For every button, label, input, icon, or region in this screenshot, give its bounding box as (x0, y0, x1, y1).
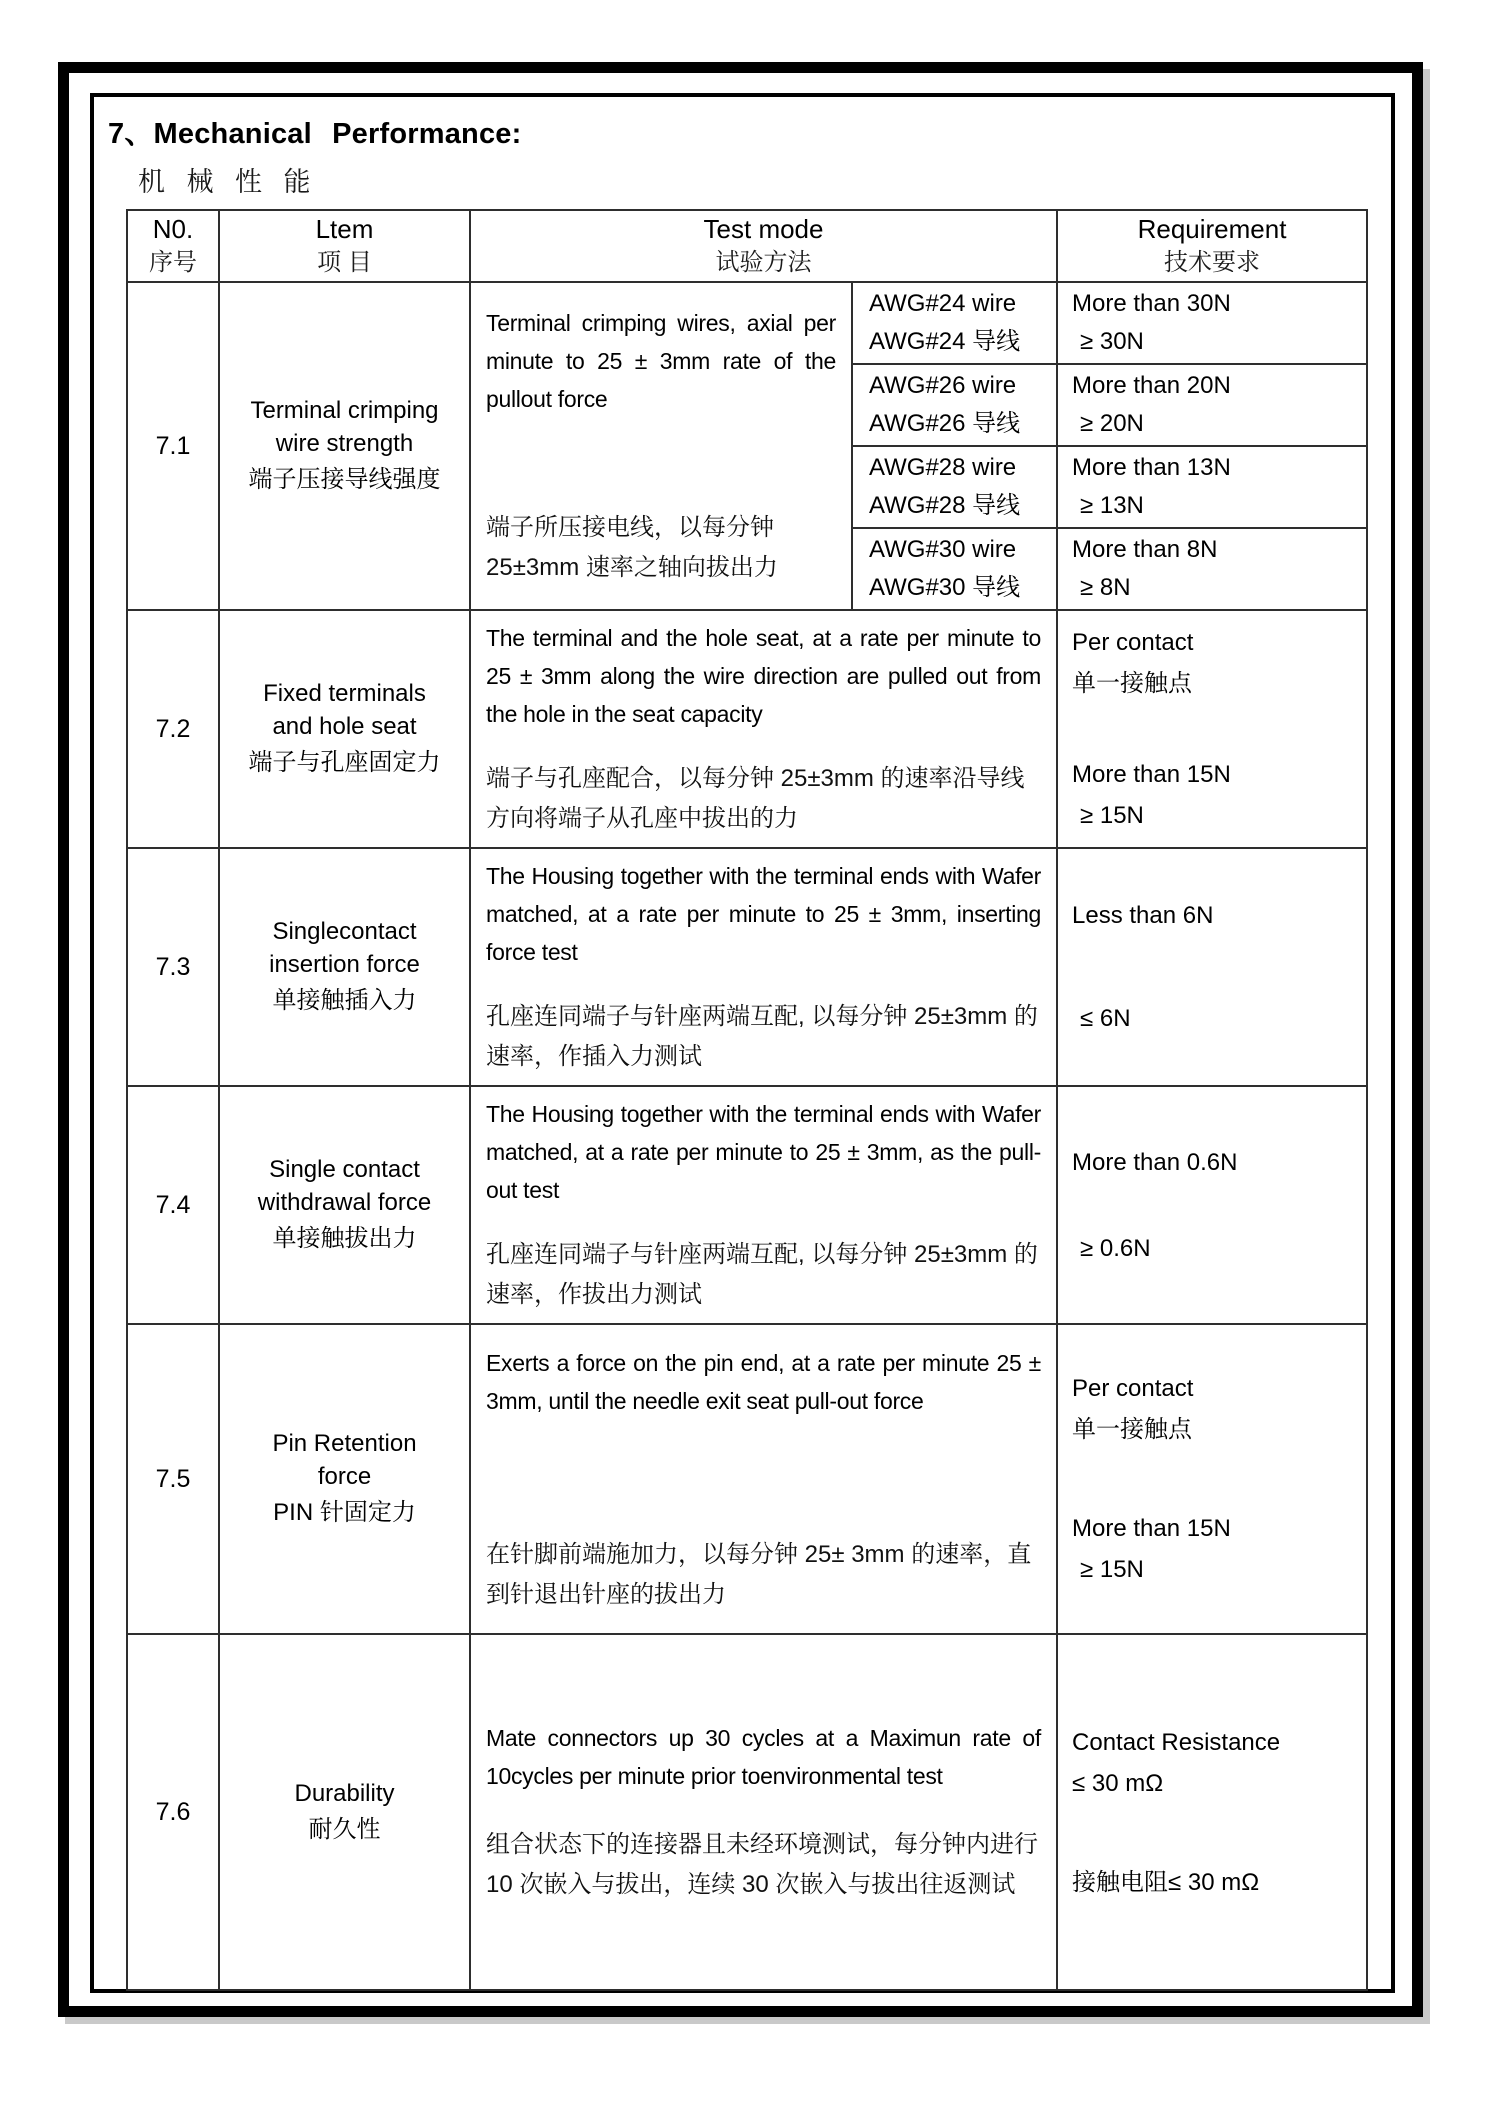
row-7-1-awg30-wire (852, 528, 1057, 610)
row-7-5-req-line4: ≥ 15N (1080, 1556, 1144, 1583)
row-7-1-awg24-wire (852, 282, 1057, 364)
table-row-7-3 (127, 848, 1367, 1086)
header-test-mode (470, 210, 1057, 282)
row-7-1-item (219, 282, 470, 610)
row-7-2-item (219, 610, 470, 848)
mechanical-performance-table (126, 209, 1368, 1991)
header-item-cn: 项 目 (317, 249, 372, 276)
awg26-wire-en: AWG#26 wire (869, 372, 1017, 399)
row-7-6-req-line2: ≤ 30 mΩ (1072, 1769, 1164, 1797)
row-7-2-requirement (1057, 610, 1367, 848)
row-7-6-item-cn: 耐久性 (308, 1815, 381, 1843)
row-7-3-requirement (1057, 848, 1367, 1086)
awg26-req-cn: ≥ 20N (1080, 410, 1144, 437)
row-7-5-req-line2: 单一接触点 (1072, 1416, 1193, 1443)
row-7-2-item-cn: 端子与孔座固定力 (248, 749, 441, 776)
row-7-6-test-cn: 组合状态下的连接器且未经环境测试，每分钟内进行 10 次嵌入与拔出，连续 30 次嵌入与拔出往返测试 (486, 1831, 1038, 1898)
row-7-1-number: 7.1 (127, 282, 219, 610)
awg28-req-en: More than 13N (1072, 454, 1231, 481)
row-7-1-item-cn: 端子压接导线强度 (248, 466, 441, 493)
row-7-5-test-cn: 在针脚前端施加力，以每分钟 25± 3mm 的速率，直到针退出针座的拔出力 (486, 1540, 1032, 1608)
row-7-4-item-en-line2: withdrawal force (257, 1189, 432, 1216)
table-row-7-1 (127, 282, 1367, 364)
row-7-5-test-en: Exerts a force on the pin end, at a rate per minute 25 ± 3mm, until the needle exit seat pull-out force (486, 1349, 1042, 1414)
row-7-1-test-en: Terminal crimping wires, axial per minute to 25 ± 3mm rate of the pullout force (486, 310, 836, 412)
row-7-4-req-line2: ≥ 0.6N (1080, 1234, 1151, 1262)
awg26-req-en: More than 20N (1072, 372, 1231, 399)
row-7-3-req-line1: Less than 6N (1072, 902, 1214, 929)
row-7-6-req-line1: Contact Resistance (1072, 1728, 1281, 1756)
outer-border-frame (58, 62, 1423, 2017)
row-7-5-req-line3: More than 15N (1072, 1515, 1231, 1542)
row-7-3-item-en-line1: Singlecontact (272, 918, 417, 945)
row-7-2-item-en-line2: and hole seat (272, 713, 417, 740)
row-7-1-test-cn: 端子所压接电线，以每分钟 25±3mm 速率之轴向拔出力 (486, 514, 778, 581)
header-requirement-cn: 技术要求 (1164, 249, 1261, 276)
row-7-1-awg30-requirement (1057, 528, 1367, 610)
row-7-2-req-line3: More than 15N (1072, 761, 1231, 788)
awg30-req-en: More than 8N (1072, 536, 1218, 563)
row-7-3-test-cn: 孔座连同端子与针座两端互配, 以每分钟 25±3mm 的速率，作插入力测试 (486, 1003, 1038, 1070)
header-no-en: N0. (152, 214, 194, 244)
row-7-1-awg28-requirement (1057, 446, 1367, 528)
table-header-row (127, 210, 1367, 282)
header-no (127, 210, 219, 282)
awg28-wire-cn: AWG#28 导线 (869, 492, 1021, 519)
table-row-7-4 (127, 1086, 1367, 1324)
row-7-5-requirement (1057, 1324, 1367, 1634)
awg30-wire-cn: AWG#30 导线 (869, 574, 1021, 601)
row-7-6-item (219, 1634, 470, 1990)
row-7-6-req-line3: 接触电阻≤ 30 mΩ (1072, 1868, 1260, 1896)
awg30-wire-en: AWG#30 wire (869, 536, 1017, 563)
table-row-7-5 (127, 1324, 1367, 1634)
row-7-3-req-line2: ≤ 6N (1080, 1005, 1131, 1032)
awg26-wire-cn: AWG#26 导线 (869, 410, 1021, 437)
row-7-6-test-en: Mate connectors up 30 cycles at a Maximun rate of 10cycles per minute prior toenvironmental test (486, 1725, 1042, 1789)
row-7-5-item-cn: PIN 针固定力 (273, 1499, 416, 1526)
row-7-3-item-en-line2: insertion force (269, 951, 420, 978)
row-7-5-item (219, 1324, 470, 1634)
row-7-5-req-line1: Per contact (1072, 1375, 1194, 1402)
row-7-4-item (219, 1086, 470, 1324)
row-7-1-awg26-wire (852, 364, 1057, 446)
row-7-4-test-cn: 孔座连同端子与针座两端互配, 以每分钟 25±3mm 的速率，作拔出力测试 (486, 1241, 1038, 1308)
row-7-2-number: 7.2 (127, 610, 219, 848)
row-7-6-number: 7.6 (127, 1634, 219, 1990)
header-test-mode-cn: 试验方法 (715, 249, 812, 276)
row-7-5-item-en-line1: Pin Retention (272, 1430, 417, 1457)
awg24-wire-en: AWG#24 wire (869, 290, 1017, 317)
row-7-4-req-line1: More than 0.6N (1072, 1148, 1238, 1176)
row-7-4-item-en-line1: Single contact (269, 1156, 420, 1183)
row-7-1-awg24-requirement (1057, 282, 1367, 364)
awg28-req-cn: ≥ 13N (1080, 492, 1144, 519)
table-row-7-6 (127, 1634, 1367, 1990)
row-7-4-number: 7.4 (127, 1086, 219, 1324)
row-7-3-item-cn: 单接触插入力 (272, 987, 417, 1014)
row-7-2-req-line2: 单一接触点 (1072, 670, 1193, 697)
awg30-req-cn: ≥ 8N (1080, 574, 1131, 601)
header-requirement (1057, 210, 1367, 282)
row-7-3-item (219, 848, 470, 1086)
awg24-req-en: More than 30N (1072, 290, 1231, 317)
awg28-wire-en: AWG#28 wire (869, 454, 1017, 481)
row-7-2-test-mode (470, 610, 1057, 848)
table-row-7-2 (127, 610, 1367, 848)
row-7-6-requirement (1057, 1634, 1367, 1990)
row-7-2-item-en-line1: Fixed terminals (263, 680, 426, 707)
section-subtitle: 机 械 性 能 (138, 167, 318, 197)
section-title: 7、Mechanical Performance: (108, 118, 522, 150)
row-7-3-number: 7.3 (127, 848, 219, 1086)
row-7-6-item-en-line1: Durability (294, 1779, 395, 1807)
row-7-5-item-en-line2: force (317, 1463, 372, 1490)
awg24-req-cn: ≥ 30N (1080, 328, 1144, 355)
row-7-4-test-en: The Housing together with the terminal ends with Wafer matched, at a rate per minute to 25 ± 3mm, as the pull-out test (486, 1101, 1042, 1203)
header-no-cn: 序号 (149, 249, 197, 276)
row-7-5-test-mode (470, 1324, 1057, 1634)
row-7-6-test-mode (470, 1634, 1057, 1990)
awg24-wire-cn: AWG#24 导线 (869, 328, 1021, 355)
header-item-en: Ltem (315, 214, 374, 244)
row-7-2-req-line4: ≥ 15N (1080, 802, 1144, 829)
row-7-2-test-cn: 端子与孔座配合，以每分钟 25±3mm 的速率沿导线方向将端子从孔座中拔出的力 (486, 765, 1025, 832)
row-7-1-test-mode (470, 282, 852, 610)
row-7-4-requirement (1057, 1086, 1367, 1324)
row-7-4-item-cn: 单接触拔出力 (272, 1225, 417, 1252)
inner-border-frame (90, 93, 1395, 1993)
row-7-3-test-en: The Housing together with the terminal ends with Wafer matched, at a rate per minute to 25 ± 3mm, inserting force test (486, 863, 1042, 965)
row-7-4-test-mode (470, 1086, 1057, 1324)
row-7-5-number: 7.5 (127, 1324, 219, 1634)
row-7-1-item-en-line2: wire strength (275, 430, 414, 457)
header-test-mode-en: Test mode (703, 214, 824, 244)
header-requirement-en: Requirement (1137, 214, 1287, 244)
row-7-1-item-en-line1: Terminal crimping (250, 397, 439, 424)
row-7-1-awg28-wire (852, 446, 1057, 528)
row-7-2-test-en: The terminal and the hole seat, at a rate per minute to 25 ± 3mm along the wire direction are pulled out from the hole in the seat capacity (486, 625, 1042, 727)
row-7-2-req-line1: Per contact (1072, 629, 1194, 656)
row-7-3-test-mode (470, 848, 1057, 1086)
row-7-1-awg26-requirement (1057, 364, 1367, 446)
header-item (219, 210, 470, 282)
